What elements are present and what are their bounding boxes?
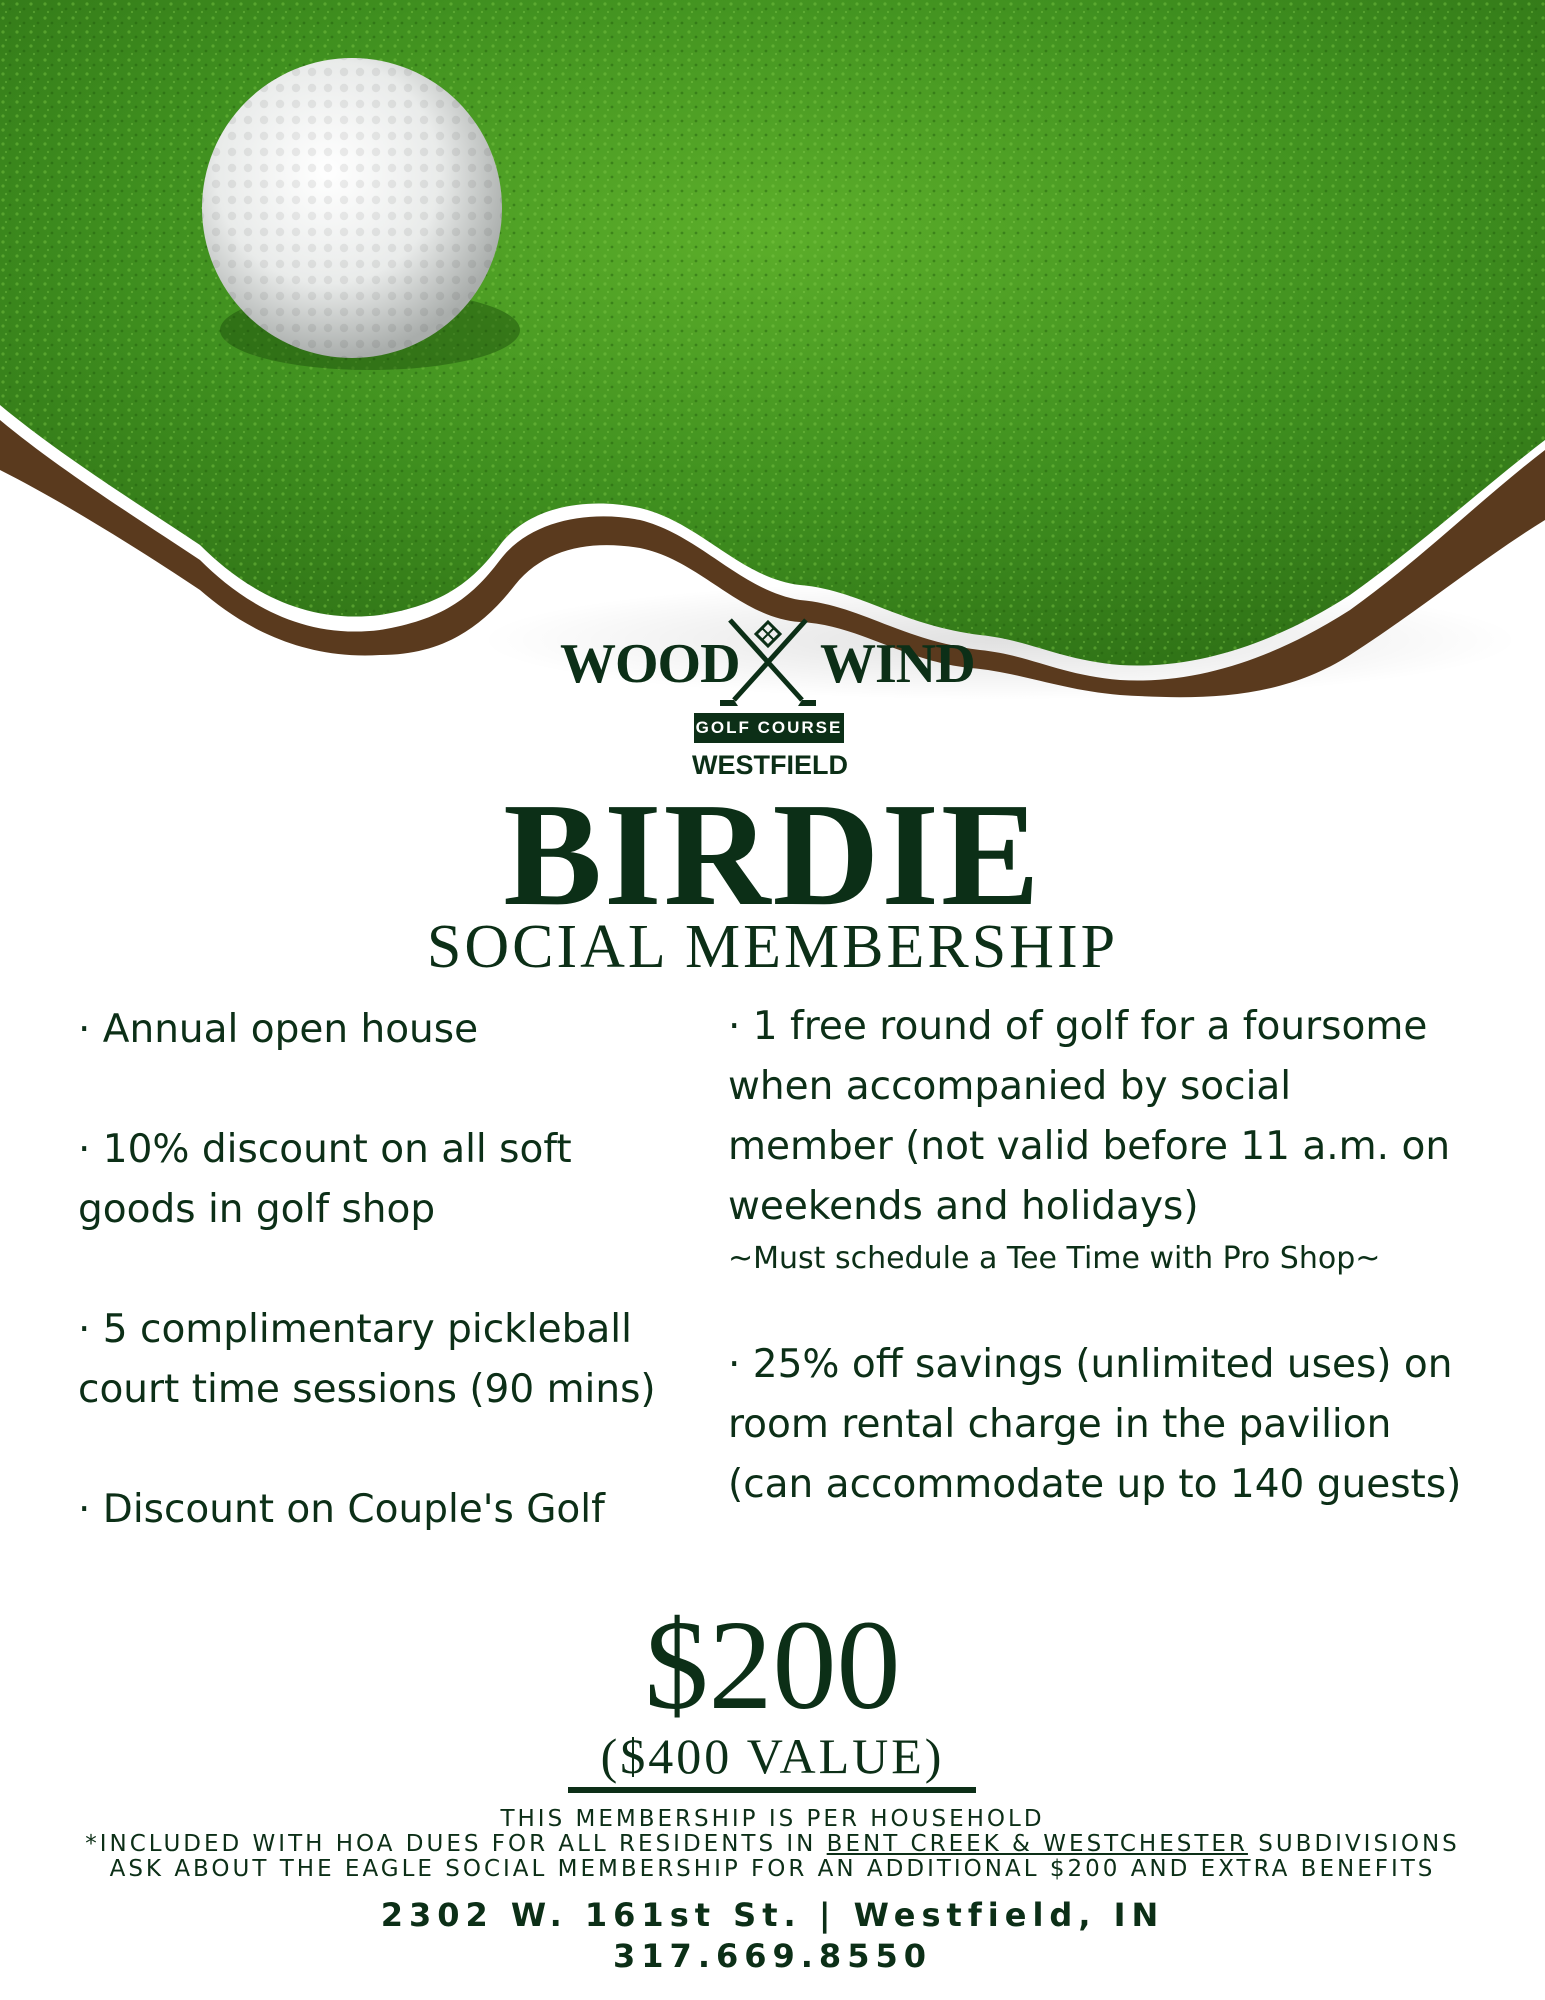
fine-print-eagle: ASK ABOUT THE EAGLE SOCIAL MEMBERSHIP FOR AN ADDITIONAL $200 AND EXTRA BENEFITS bbox=[109, 1856, 1436, 1882]
benefit-pickleball-sessions: · 5 complimentary pickleball court time sessions (90 mins) bbox=[78, 1307, 656, 1412]
benefit-pavilion-rental: · 25% off savings (unlimited uses) on room rental charge in the pavilion (can accommodate up to 140 guests) bbox=[728, 1342, 1462, 1507]
logo-word-wood: WOOD bbox=[560, 633, 740, 695]
benefit-free-round: · 1 free round of golf for a foursome when accompanied by social member (not valid before 11 a.m. on weekends and holidays) bbox=[728, 1004, 1451, 1229]
membership-title: BIRDIE bbox=[503, 773, 1042, 937]
benefit-couples-golf: · Discount on Couple's Golf bbox=[78, 1487, 605, 1532]
logo-word-wind: WIND bbox=[820, 633, 975, 695]
tee-time-note: ~Must schedule a Tee Time with Pro Shop~ bbox=[728, 1241, 1381, 1276]
price-divider bbox=[568, 1787, 976, 1793]
fine-print-subdivisions: BENT CREEK & WESTCHESTER bbox=[826, 1831, 1248, 1857]
benefits-right-column bbox=[728, 997, 1468, 1515]
logo-badge-golf-course: GOLF COURSE bbox=[694, 713, 844, 743]
fine-print-hoa bbox=[0, 1831, 1545, 1857]
fine-print-hoa-suffix: SUBDIVISIONS bbox=[1247, 1831, 1460, 1857]
membership-subtitle: SOCIAL MEMBERSHIP bbox=[426, 913, 1119, 981]
fine-print-hoa-prefix: *INCLUDED WITH HOA DUES FOR ALL RESIDENTS IN bbox=[85, 1831, 827, 1857]
crossed-golf-clubs-icon bbox=[718, 614, 818, 709]
fine-print-household: THIS MEMBERSHIP IS PER HOUSEHOLD bbox=[500, 1806, 1045, 1832]
benefits-left-column bbox=[78, 1000, 678, 1540]
membership-price: $200 bbox=[644, 1594, 901, 1736]
benefit-soft-goods-discount: · 10% discount on all soft goods in golf shop bbox=[78, 1127, 572, 1232]
benefit-open-house: · Annual open house bbox=[78, 1007, 479, 1052]
course-address: 2302 W. 161st St. | Westfield, IN bbox=[380, 1896, 1165, 1934]
membership-value: ($400 VALUE) bbox=[600, 1728, 945, 1784]
logo-location: WESTFIELD bbox=[692, 750, 848, 780]
course-phone: 317.669.8550 bbox=[613, 1937, 932, 1975]
woodwind-logo bbox=[540, 610, 1000, 785]
